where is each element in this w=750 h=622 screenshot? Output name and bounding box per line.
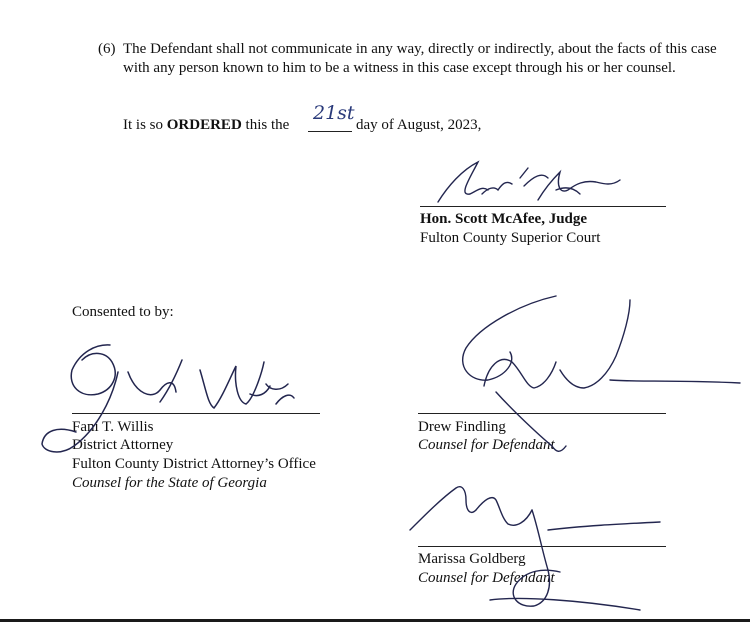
consent-heading: Consented to by:	[72, 304, 174, 320]
defense1-role: Counsel for Defendant	[418, 437, 555, 453]
paragraph-number: (6)	[98, 41, 116, 57]
paragraph-text: The Defendant shall not communicate in any way, directly or indirectly, about the facts of this case with any person known to him to be a witness in this case except through his or her counsel.	[123, 41, 717, 76]
judge-court: Fulton County Superior Court	[420, 230, 601, 246]
state-role: Counsel for the State of Georgia	[72, 475, 267, 491]
ordered-word: ORDERED	[166, 117, 242, 133]
state-signature-line	[72, 413, 320, 414]
state-name: Fani T. Willis	[72, 419, 154, 435]
order-paragraph-6	[98, 40, 728, 77]
defense1-signature-line	[418, 413, 666, 414]
defense2-signature	[410, 487, 660, 610]
defense2-name: Marissa Goldberg	[418, 551, 526, 567]
handwritten-day: 21st	[313, 102, 355, 124]
judge-signature	[438, 162, 620, 202]
ordered-line	[123, 116, 289, 134]
defense1-name: Drew Findling	[418, 419, 506, 435]
judge-name: Hon. Scott McAfee, Judge	[420, 211, 588, 227]
defense2-signature-line	[418, 546, 666, 547]
day-blank-line	[308, 131, 352, 132]
ordered-date: day of August, 2023,	[356, 117, 482, 133]
state-title: District Attorney	[72, 437, 174, 453]
ordered-prefix: It is so	[123, 117, 167, 133]
ordered-mid: this the	[241, 117, 290, 133]
state-office: Fulton County District Attorney’s Office	[72, 456, 316, 472]
judge-signature-line	[420, 206, 666, 207]
defense2-role: Counsel for Defendant	[418, 570, 555, 586]
